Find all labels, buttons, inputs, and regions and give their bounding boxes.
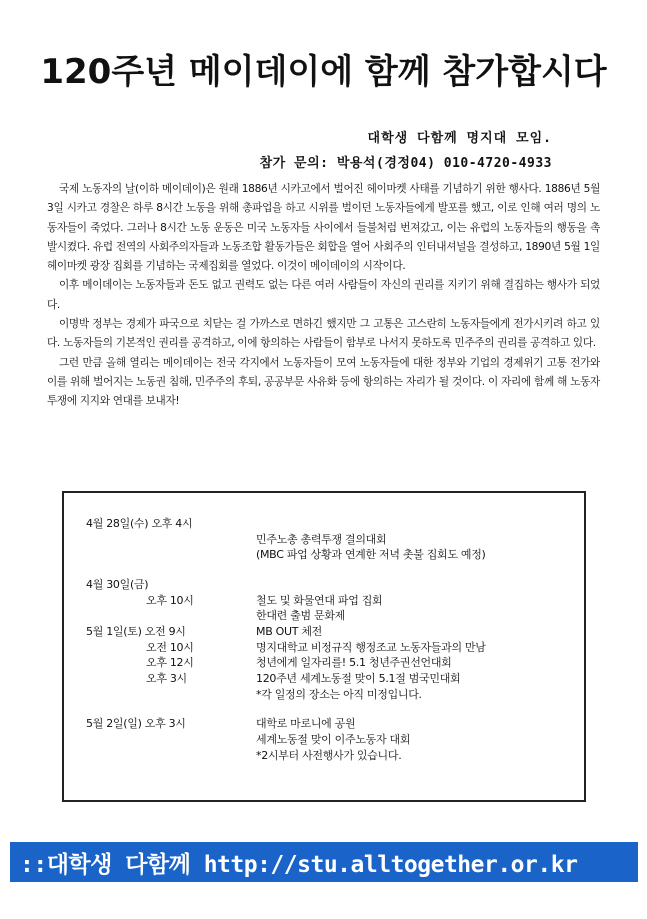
schedule-row bbox=[86, 623, 566, 639]
schedule-time: 오후 10시 bbox=[146, 593, 194, 607]
schedule-event: 명지대학교 비정규직 행정조교 노동자들과의 만남 bbox=[256, 640, 486, 654]
organizer-line: 대학생 다함께 명지대 모임. bbox=[367, 131, 552, 146]
schedule-event: 120주년 세계노동절 맞이 5.1절 범국민대회 bbox=[256, 672, 461, 686]
schedule-row bbox=[86, 515, 566, 531]
schedule-event: MB OUT 체전 bbox=[256, 624, 323, 638]
schedule-row bbox=[86, 686, 566, 702]
schedule-event: 세계노동절 맞이 이주노동자 대회 bbox=[256, 733, 411, 747]
spacer bbox=[86, 702, 566, 716]
schedule-row bbox=[86, 731, 566, 747]
contact-line: 참가 문의: 박용석(경정04) 010-4720-4933 bbox=[259, 156, 552, 171]
schedule-row bbox=[86, 747, 566, 763]
schedule-event: 청년에게 일자리를! 5.1 청년주권선언대회 bbox=[256, 656, 452, 670]
schedule-event: 민주노총 총력투쟁 결의대회 bbox=[256, 532, 387, 546]
schedule-time: 오후 12시 bbox=[146, 656, 194, 670]
schedule-row bbox=[86, 716, 566, 732]
schedule-time: 5월 1일(토) 오전 9시 bbox=[86, 624, 186, 638]
paragraph: 이후 메이데이는 노동자들과 돈도 없고 권력도 없는 다른 여러 사람들이 자신의 권리를 지키기 위해 결집하는 행사가 되었다. bbox=[47, 279, 600, 311]
schedule-row bbox=[86, 670, 566, 686]
schedule-event: 대학로 마로니에 공원 bbox=[256, 717, 356, 731]
schedule-row bbox=[86, 546, 566, 562]
schedule-row bbox=[86, 655, 566, 671]
schedule-event: 한대련 출범 문화제 bbox=[256, 609, 346, 623]
paragraph: 이명박 정부는 경제가 파국으로 치닫는 걸 가까스로 면하긴 했지만 그 고통은 고스란히 노동자들에게 전가시키려 하고 있다. 노동자들의 기본적인 권리를 공격하고, 이에 항의하는 사람들이 함부로 나서지 못하도록 민주주의 권리를 공격하고 있다. bbox=[47, 318, 600, 350]
page-title: 120주년 메이데이에 함께 참가합시다 bbox=[40, 52, 607, 92]
paragraph: 그런 만큼 올해 열리는 메이데이는 전국 각지에서 노동자들이 모여 노동자들에 대한 정부와 기업의 경제위기 고통 전가와 이를 위해 벌어지는 노동권 침해, 민주주의 후퇴, 공공부문 사유화 등에 항의하는 자리가 될 것이다. 이 자리에 함께 해 노동자 투쟁에 지지와 연대를 보내자! bbox=[47, 356, 600, 408]
schedule-note: *2시부터 사전행사가 있습니다. bbox=[256, 748, 402, 762]
schedule-time: 5월 2일(일) 오후 3시 bbox=[86, 717, 186, 731]
schedule-note: *각 일정의 장소는 아직 미정입니다. bbox=[256, 687, 422, 701]
schedule-time: 4월 28일(수) 오후 4시 bbox=[86, 516, 193, 530]
schedule-time: 오후 3시 bbox=[146, 672, 187, 686]
schedule-event: (MBC 파업 상황과 연계한 저녁 촛불 집회도 예정) bbox=[256, 548, 486, 562]
schedule-time: 4월 30일(금) bbox=[86, 577, 149, 591]
schedule-list bbox=[86, 515, 566, 763]
schedule-event: 철도 및 화물연대 파업 집회 bbox=[256, 593, 383, 607]
article-body bbox=[47, 180, 600, 412]
schedule-row bbox=[86, 531, 566, 547]
footer-link[interactable]: ::대학생 다함께 http://stu.alltogether.or.kr bbox=[20, 851, 578, 878]
schedule-row bbox=[86, 639, 566, 655]
schedule-time: 오전 10시 bbox=[146, 640, 194, 654]
schedule-row bbox=[86, 576, 566, 592]
schedule-box bbox=[62, 491, 586, 802]
schedule-row bbox=[86, 592, 566, 608]
paragraph: 국제 노동자의 날(이하 메이데이)은 원래 1886년 시카고에서 벌어진 헤이마켓 사태를 기념하기 위한 행사다. 1886년 5월 3일 시카고 경찰은 하루 8시간 노동을 위해 총파업을 하고 시위를 벌이던 노동자들에게 발포를 했고, 이로 인해 여러 명의 노동자들이 죽었다. 그러나 8시간 노동 운동은 미국 노동자들 사이에서 들불처럼 번져갔고, 이는 유럽의 노동자들의 행동을 촉발시켰다. 유럽 전역의 사회주의자들과 노동조합 활동가들은 회합을 열어 사회주의 인터내셔널을 결성하고, 1890년 5월 1일 헤이마켓 광장 집회를 기념하는 국제집회를 열었다. 이것이 메이데이의 시작이다. bbox=[47, 183, 600, 273]
schedule-row bbox=[86, 607, 566, 623]
footer-banner bbox=[10, 842, 638, 882]
spacer bbox=[86, 562, 566, 576]
